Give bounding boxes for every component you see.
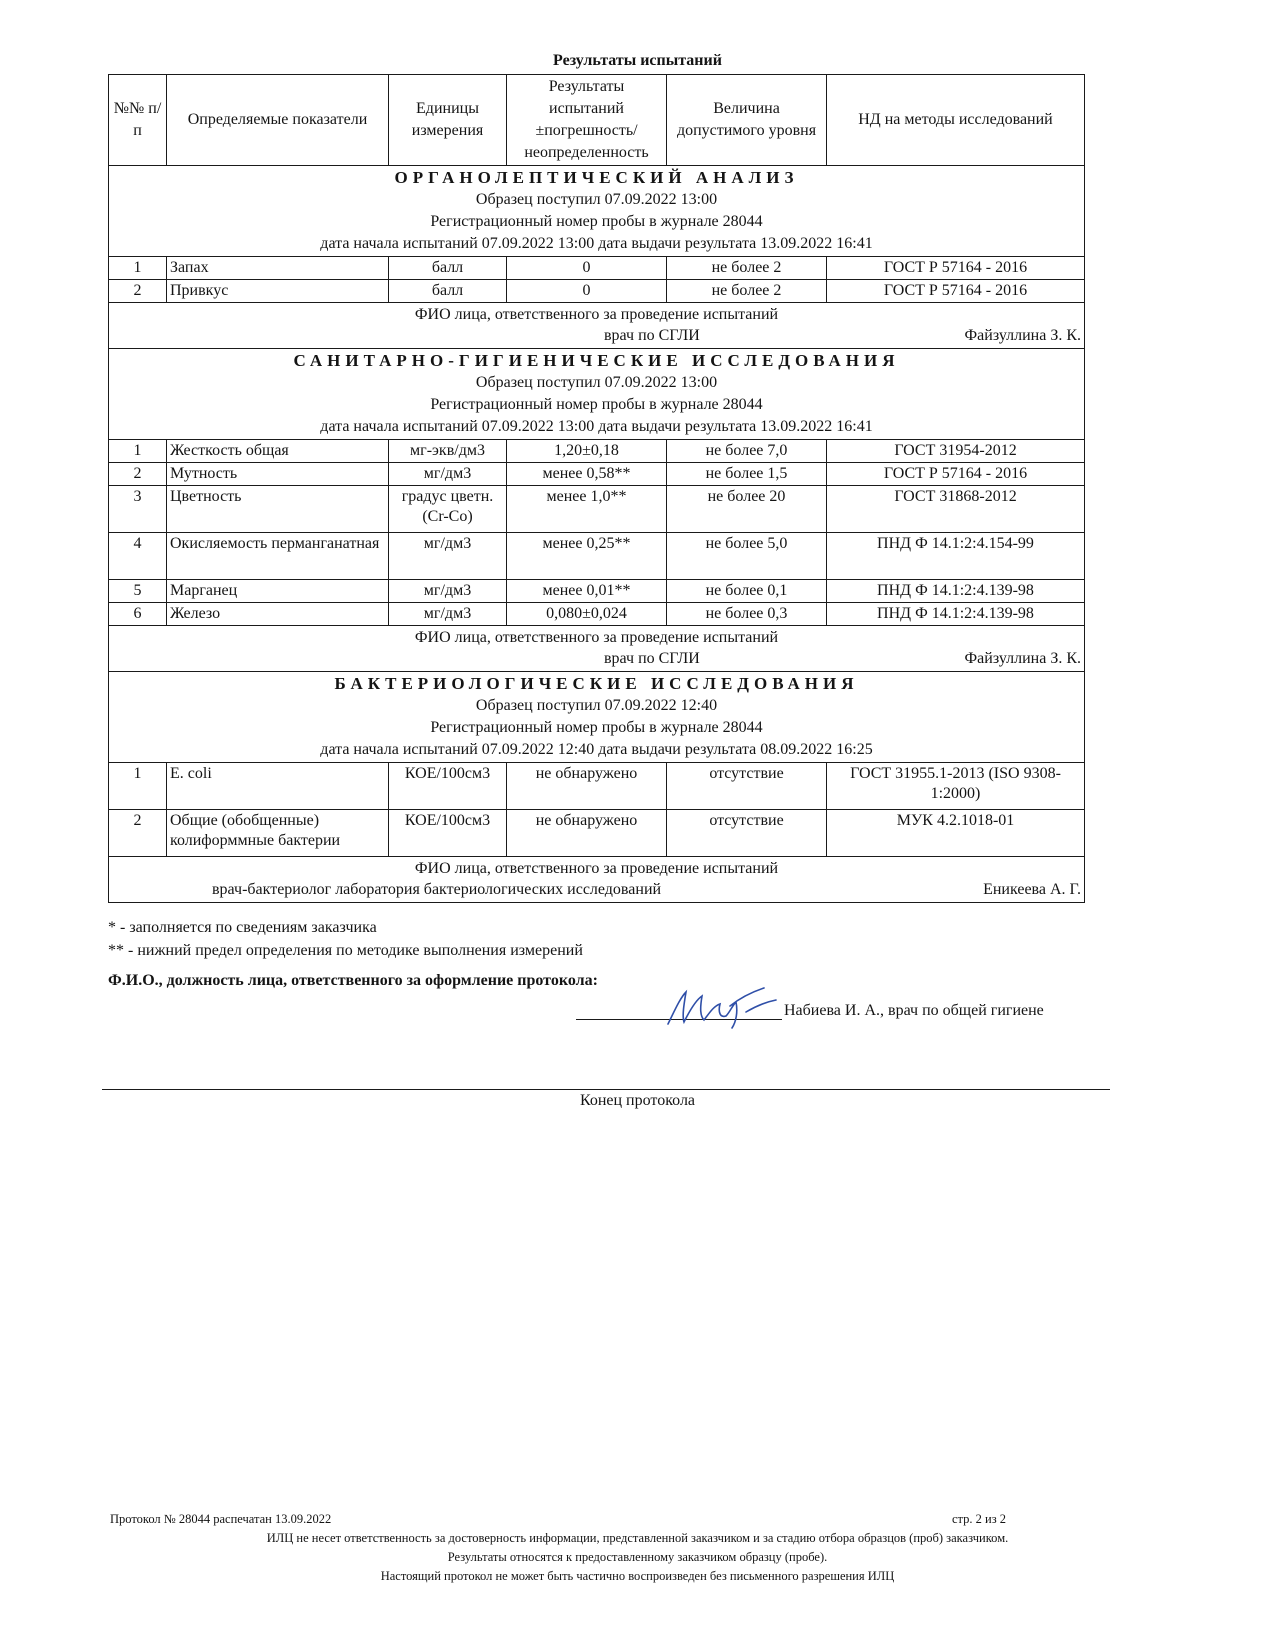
responsible-name: Файзуллина З. К. <box>964 650 1081 667</box>
table-header-row <box>109 75 1085 166</box>
responsible-name: Файзуллина З. К. <box>964 327 1081 344</box>
table-row <box>109 280 1085 303</box>
test-dates: дата начала испытаний 07.09.2022 12:40 дата выдачи результата 08.09.2022 16:25 <box>320 741 873 758</box>
result-value: не обнаружено <box>507 763 667 810</box>
footer-disclaimer: Настоящий протокол не может быть частично воспроизведен без письменного разрешения ИЛЦ <box>380 1569 895 1583</box>
responsible-row <box>109 857 1085 903</box>
indicator-name: Запах <box>167 257 389 280</box>
indicator-name: Окисляемость перманганатная <box>167 533 389 580</box>
footer-protocol-info: Протокол № 28044 распечатан 13.09.2022 <box>110 1512 332 1526</box>
section-header <box>109 349 1085 440</box>
permissible-level: отсутствие <box>667 763 827 810</box>
section-header-row <box>109 672 1085 763</box>
footer-page-number: стр. 2 из 2 <box>952 1512 1007 1526</box>
section-header-row <box>109 166 1085 257</box>
row-number: 2 <box>109 810 167 857</box>
protocol-responsible-name: Набиева И. А., врач по общей гигиене <box>784 1002 1044 1019</box>
indicator-name: Мутность <box>167 463 389 486</box>
method-standard: ГОСТ Р 57164 - 2016 <box>827 257 1085 280</box>
row-number: 2 <box>109 463 167 486</box>
unit: мг/дм3 <box>389 533 507 580</box>
section-title: ОРГАНОЛЕПТИЧЕСКИЙ АНАЛИЗ <box>394 168 799 187</box>
end-of-protocol: Конец протокола <box>579 1092 696 1109</box>
section-header <box>109 166 1085 257</box>
table-row <box>109 810 1085 857</box>
method-standard: ПНД Ф 14.1:2:4.139-98 <box>827 603 1085 626</box>
test-dates: дата начала испытаний 07.09.2022 13:00 дата выдачи результата 13.09.2022 16:41 <box>320 418 873 435</box>
end-divider <box>102 1089 1110 1090</box>
unit: КОЕ/100см3 <box>389 810 507 857</box>
row-number: 5 <box>109 580 167 603</box>
test-dates: дата начала испытаний 07.09.2022 13:00 дата выдачи результата 13.09.2022 16:41 <box>320 235 873 252</box>
registration-number: Регистрационный номер пробы в журнале 28044 <box>430 396 763 413</box>
method-standard: ГОСТ Р 57164 - 2016 <box>827 280 1085 303</box>
header-limit: Величина допустимого уровня <box>667 75 827 166</box>
unit: балл <box>389 280 507 303</box>
result-value: 0 <box>507 280 667 303</box>
indicator-name: Привкус <box>167 280 389 303</box>
section-header <box>109 672 1085 763</box>
result-value: не обнаружено <box>507 810 667 857</box>
responsible-label: ФИО лица, ответственного за проведение испытаний <box>414 860 779 877</box>
permissible-level: не более 1,5 <box>667 463 827 486</box>
indicator-name: Железо <box>167 603 389 626</box>
method-standard: ГОСТ 31954-2012 <box>827 440 1085 463</box>
header-result: Результаты испытаний ±погрешность/ неопределенность <box>507 75 667 166</box>
indicator-name: Марганец <box>167 580 389 603</box>
method-standard: ГОСТ 31868-2012 <box>827 486 1085 533</box>
responsible-person <box>109 303 1085 349</box>
table-row <box>109 533 1085 580</box>
result-value: менее 0,58** <box>507 463 667 486</box>
responsible-label: ФИО лица, ответственного за проведение испытаний <box>414 306 779 323</box>
row-number: 1 <box>109 257 167 280</box>
table-row <box>109 763 1085 810</box>
footnote: ** - нижний предел определения по методике выполнения измерений <box>108 942 583 959</box>
row-number: 3 <box>109 486 167 533</box>
footer-disclaimer: Результаты относятся к предоставленному заказчиком образцу (пробе). <box>447 1550 828 1564</box>
responsible-position: врач-бактериолог лаборатория бактериологических исследований <box>212 881 662 898</box>
table-row <box>109 486 1085 533</box>
indicator-name: Жесткость общая <box>167 440 389 463</box>
sample-received: Образец поступил 07.09.2022 13:00 <box>475 374 718 391</box>
header-unit: Единицы измерения <box>389 75 507 166</box>
result-value: менее 0,01** <box>507 580 667 603</box>
section-title: БАКТЕРИОЛОГИЧЕСКИЕ ИССЛЕДОВАНИЯ <box>334 674 859 693</box>
result-value: менее 1,0** <box>507 486 667 533</box>
row-number: 1 <box>109 763 167 810</box>
method-standard: ГОСТ Р 57164 - 2016 <box>827 463 1085 486</box>
permissible-level: отсутствие <box>667 810 827 857</box>
header-method: НД на методы исследований <box>827 75 1085 166</box>
row-number: 2 <box>109 280 167 303</box>
row-number: 6 <box>109 603 167 626</box>
permissible-level: не более 7,0 <box>667 440 827 463</box>
unit: балл <box>389 257 507 280</box>
page-footer <box>0 1510 1275 1586</box>
table-row <box>109 257 1085 280</box>
responsible-name: Еникеева А. Г. <box>983 881 1081 898</box>
result-value: менее 0,25** <box>507 533 667 580</box>
section-title: САНИТАРНО-ГИГИЕНИЧЕСКИЕ ИССЛЕДОВАНИЯ <box>293 351 900 370</box>
section-header-row <box>109 349 1085 440</box>
table-row <box>109 463 1085 486</box>
permissible-level: не более 0,3 <box>667 603 827 626</box>
responsible-person <box>109 857 1085 903</box>
unit: градус цветн.(Cr-Co) <box>389 486 507 533</box>
handwritten-signature <box>660 982 780 1032</box>
footer-disclaimer: ИЛЦ не несет ответственность за достоверность информации, представленной заказчиком и за стадию отбора образцов (проб) заказчиком. <box>266 1531 1009 1545</box>
table-row <box>109 603 1085 626</box>
sample-received: Образец поступил 07.09.2022 12:40 <box>475 697 718 714</box>
header-number: №№ п/п <box>109 75 167 166</box>
permissible-level: не более 2 <box>667 257 827 280</box>
responsible-row <box>109 626 1085 672</box>
responsible-person <box>109 626 1085 672</box>
responsible-label: ФИО лица, ответственного за проведение испытаний <box>414 629 779 646</box>
method-standard: ГОСТ 31955.1-2013 (ISO 9308-1:2000) <box>827 763 1085 810</box>
permissible-level: не более 0,1 <box>667 580 827 603</box>
table-row <box>109 580 1085 603</box>
registration-number: Регистрационный номер пробы в журнале 28044 <box>430 719 763 736</box>
result-value: 1,20±0,18 <box>507 440 667 463</box>
protocol-responsible-label: Ф.И.О., должность лица, ответственного за оформление протокола: <box>108 972 598 989</box>
method-standard: ПНД Ф 14.1:2:4.139-98 <box>827 580 1085 603</box>
protocol-responsible-line <box>576 1002 1044 1020</box>
permissible-level: не более 20 <box>667 486 827 533</box>
unit: КОЕ/100см3 <box>389 763 507 810</box>
footnote: * - заполняется по сведениям заказчика <box>108 919 377 936</box>
result-value: 0,080±0,024 <box>507 603 667 626</box>
responsible-row <box>109 303 1085 349</box>
unit: мг/дм3 <box>389 463 507 486</box>
row-number: 1 <box>109 440 167 463</box>
registration-number: Регистрационный номер пробы в журнале 28044 <box>430 213 763 230</box>
footnotes <box>108 916 583 962</box>
responsible-position: врач по СГЛИ <box>604 327 700 344</box>
permissible-level: не более 2 <box>667 280 827 303</box>
results-table <box>108 74 1085 903</box>
permissible-level: не более 5,0 <box>667 533 827 580</box>
row-number: 4 <box>109 533 167 580</box>
responsible-position: врач по СГЛИ <box>604 650 700 667</box>
indicator-name: Общие (обобщенные) колиформмные бактерии <box>167 810 389 857</box>
unit: мг/дм3 <box>389 580 507 603</box>
indicator-name: Цветность <box>167 486 389 533</box>
method-standard: МУК 4.2.1018-01 <box>827 810 1085 857</box>
table-row <box>109 440 1085 463</box>
unit: мг/дм3 <box>389 603 507 626</box>
method-standard: ПНД Ф 14.1:2:4.154-99 <box>827 533 1085 580</box>
result-value: 0 <box>507 257 667 280</box>
sample-received: Образец поступил 07.09.2022 13:00 <box>475 191 718 208</box>
indicator-name: E. coli <box>167 763 389 810</box>
header-indicator: Определяемые показатели <box>167 75 389 166</box>
unit: мг-экв/дм3 <box>389 440 507 463</box>
document-title: Результаты испытаний <box>553 52 722 69</box>
